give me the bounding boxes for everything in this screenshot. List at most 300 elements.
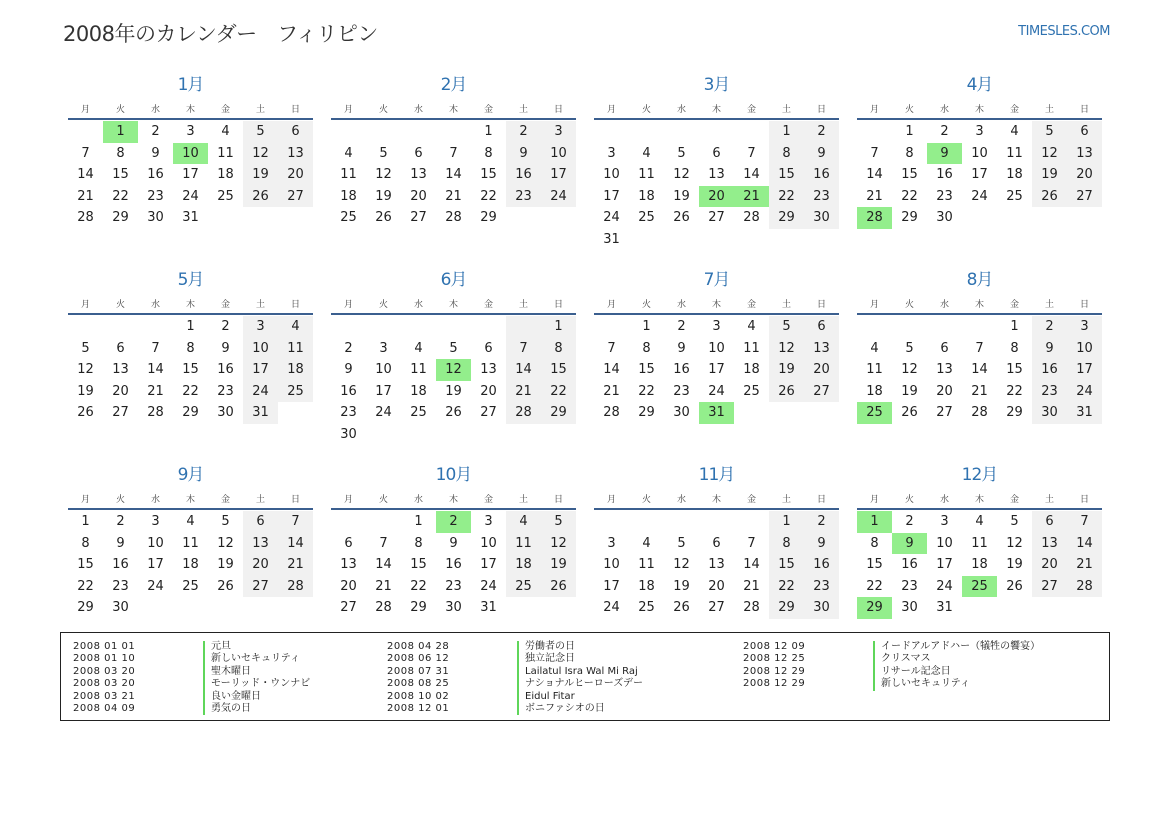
day-cell[interactable]: 3 [541, 121, 576, 143]
day-cell[interactable]: 5 [769, 316, 804, 338]
day-cell[interactable]: 28 [1067, 576, 1102, 598]
day-cell[interactable]: 5 [379, 145, 388, 161]
day-cell[interactable]: 5 [1010, 514, 1019, 529]
day-cell[interactable]: 21 [77, 188, 94, 204]
day-cell[interactable]: 1 [642, 319, 651, 334]
day-cell[interactable]: 29 [77, 600, 94, 616]
day-cell[interactable]: 25 [410, 405, 427, 421]
day-cell[interactable]: 4 [642, 535, 651, 551]
day-cell[interactable]: 5 [449, 340, 458, 356]
day-cell[interactable]: 16 [445, 557, 462, 573]
day-cell[interactable]: 9 [116, 535, 125, 551]
day-cell[interactable]: 14 [1067, 533, 1102, 555]
day-cell[interactable]: 5 [243, 121, 278, 143]
day-cell[interactable]: 17 [708, 362, 725, 378]
day-cell[interactable]: 22 [480, 188, 497, 204]
day-cell[interactable]: 17 [147, 557, 164, 573]
day-cell[interactable]: 5 [905, 340, 914, 356]
day-cell[interactable]: 11 [506, 533, 541, 555]
day-cell[interactable]: 30 [340, 426, 357, 442]
day-cell[interactable]: 6 [712, 535, 721, 551]
day-cell[interactable]: 19 [673, 578, 690, 594]
day-cell[interactable]: 18 [217, 167, 234, 183]
day-cell[interactable]: 12 [901, 362, 918, 378]
day-cell[interactable]: 11 [1006, 145, 1023, 161]
day-cell[interactable]: 27 [708, 210, 725, 226]
day-cell[interactable]: 16 [217, 362, 234, 378]
day-cell[interactable]: 24 [182, 188, 199, 204]
day-cell[interactable]: 11 [971, 535, 988, 551]
day-cell[interactable]: 25 [638, 600, 655, 616]
day-cell[interactable]: 4 [221, 124, 230, 139]
day-cell[interactable]: 29 [638, 405, 655, 421]
day-cell[interactable]: 15 [866, 557, 883, 573]
day-cell[interactable]: 17 [480, 557, 497, 573]
day-cell[interactable]: 11 [217, 145, 234, 161]
day-cell[interactable]: 26 [673, 210, 690, 226]
day-cell[interactable]: 19 [1032, 164, 1067, 186]
day-cell[interactable]: 28 [506, 402, 541, 424]
day-cell[interactable]: 21 [866, 188, 883, 204]
day-cell[interactable]: 29 [901, 210, 918, 226]
day-cell[interactable]: 1 [186, 319, 195, 334]
day-cell[interactable]: 23 [936, 188, 953, 204]
day-cell[interactable]: 29 [769, 207, 804, 229]
day-cell[interactable]: 30 [804, 597, 839, 619]
day-cell[interactable]: 10 [708, 340, 725, 356]
day-cell[interactable]: 27 [340, 600, 357, 616]
day-cell[interactable]: 9 [151, 145, 160, 161]
day-cell[interactable]: 21 [375, 578, 392, 594]
day-cell[interactable]: 15 [1006, 362, 1023, 378]
day-cell[interactable]: 6 [1067, 121, 1102, 143]
day-cell[interactable]: 22 [866, 578, 883, 594]
day-cell[interactable]: 5 [81, 340, 90, 356]
day-cell[interactable]: 8 [905, 145, 914, 161]
day-cell[interactable]: 21 [603, 383, 620, 399]
day-cell[interactable]: 3 [607, 145, 616, 161]
day-cell[interactable]: 4 [975, 514, 984, 529]
day-cell[interactable]: 17 [375, 383, 392, 399]
day-cell[interactable]: 12 [1032, 143, 1067, 165]
day-cell[interactable]: 13 [480, 362, 497, 378]
day-cell[interactable]: 17 [243, 359, 278, 381]
day-cell[interactable]: 19 [217, 557, 234, 573]
site-link[interactable]: TIMESLES.COM [1018, 24, 1110, 39]
day-cell[interactable]: 2 [344, 340, 353, 356]
day-cell[interactable]: 12 [243, 143, 278, 165]
day-cell[interactable]: 5 [541, 511, 576, 533]
day-cell[interactable]: 10 [603, 557, 620, 573]
day-cell[interactable]: 31 [182, 210, 199, 226]
day-cell[interactable]: 9 [927, 143, 962, 165]
day-cell[interactable]: 10 [375, 362, 392, 378]
day-cell[interactable]: 22 [182, 383, 199, 399]
day-cell[interactable]: 16 [901, 557, 918, 573]
day-cell[interactable]: 2 [221, 319, 230, 334]
day-cell[interactable]: 22 [541, 381, 576, 403]
day-cell[interactable]: 7 [278, 511, 313, 533]
day-cell[interactable]: 30 [217, 405, 234, 421]
day-cell[interactable]: 11 [278, 338, 313, 360]
day-cell[interactable]: 4 [344, 145, 353, 161]
day-cell[interactable]: 3 [151, 514, 160, 529]
day-cell[interactable]: 15 [901, 167, 918, 183]
day-cell[interactable]: 25 [182, 578, 199, 594]
day-cell[interactable]: 16 [936, 167, 953, 183]
day-cell[interactable]: 28 [77, 210, 94, 226]
day-cell[interactable]: 31 [1067, 402, 1102, 424]
day-cell[interactable]: 12 [77, 362, 94, 378]
day-cell[interactable]: 27 [936, 405, 953, 421]
day-cell[interactable]: 7 [506, 338, 541, 360]
day-cell[interactable]: 9 [804, 533, 839, 555]
day-cell[interactable]: 12 [673, 167, 690, 183]
day-cell[interactable]: 26 [77, 405, 94, 421]
day-cell[interactable]: 23 [217, 383, 234, 399]
day-cell[interactable]: 29 [410, 600, 427, 616]
day-cell[interactable]: 12 [375, 167, 392, 183]
day-cell[interactable]: 6 [484, 340, 493, 356]
day-cell[interactable]: 26 [1006, 578, 1023, 594]
day-cell[interactable]: 13 [708, 167, 725, 183]
day-cell[interactable]: 3 [940, 514, 949, 529]
day-cell[interactable]: 18 [340, 188, 357, 204]
day-cell[interactable]: 2 [804, 121, 839, 143]
day-cell[interactable]: 24 [936, 578, 953, 594]
day-cell[interactable]: 11 [866, 362, 883, 378]
day-cell[interactable]: 4 [747, 319, 756, 334]
day-cell[interactable]: 11 [638, 557, 655, 573]
day-cell[interactable]: 17 [936, 557, 953, 573]
day-cell[interactable]: 6 [940, 340, 949, 356]
day-cell[interactable]: 25 [340, 210, 357, 226]
day-cell[interactable]: 26 [243, 186, 278, 208]
day-cell[interactable]: 13 [410, 167, 427, 183]
day-cell[interactable]: 16 [804, 164, 839, 186]
day-cell[interactable]: 27 [243, 576, 278, 598]
day-cell[interactable]: 26 [375, 210, 392, 226]
day-cell[interactable]: 4 [506, 511, 541, 533]
day-cell[interactable]: 9 [1032, 338, 1067, 360]
day-cell[interactable]: 24 [971, 188, 988, 204]
day-cell[interactable]: 9 [804, 143, 839, 165]
day-cell[interactable]: 21 [147, 383, 164, 399]
day-cell[interactable]: 26 [769, 381, 804, 403]
day-cell[interactable]: 22 [769, 576, 804, 598]
day-cell[interactable]: 25 [743, 383, 760, 399]
day-cell[interactable]: 8 [642, 340, 651, 356]
day-cell[interactable]: 27 [708, 600, 725, 616]
day-cell[interactable]: 24 [708, 383, 725, 399]
day-cell[interactable]: 25 [506, 576, 541, 598]
day-cell[interactable]: 6 [243, 511, 278, 533]
day-cell[interactable]: 10 [936, 535, 953, 551]
day-cell[interactable]: 4 [1010, 124, 1019, 139]
day-cell[interactable]: 15 [541, 359, 576, 381]
day-cell[interactable]: 20 [112, 383, 129, 399]
day-cell[interactable]: 8 [541, 338, 576, 360]
day-cell[interactable]: 7 [747, 535, 756, 551]
day-cell[interactable]: 28 [743, 600, 760, 616]
day-cell[interactable]: 28 [857, 207, 892, 229]
day-cell[interactable]: 19 [445, 383, 462, 399]
day-cell[interactable]: 23 [901, 578, 918, 594]
day-cell[interactable]: 27 [112, 405, 129, 421]
day-cell[interactable]: 26 [901, 405, 918, 421]
day-cell[interactable]: 6 [278, 121, 313, 143]
day-cell[interactable]: 30 [445, 600, 462, 616]
day-cell[interactable]: 15 [182, 362, 199, 378]
day-cell[interactable]: 12 [436, 359, 471, 381]
day-cell[interactable]: 5 [221, 514, 230, 529]
day-cell[interactable]: 22 [112, 188, 129, 204]
day-cell[interactable]: 15 [410, 557, 427, 573]
day-cell[interactable]: 31 [603, 231, 620, 247]
day-cell[interactable]: 8 [484, 145, 493, 161]
day-cell[interactable]: 22 [1006, 383, 1023, 399]
day-cell[interactable]: 8 [769, 533, 804, 555]
day-cell[interactable]: 18 [971, 557, 988, 573]
day-cell[interactable]: 7 [449, 145, 458, 161]
day-cell[interactable]: 1 [905, 124, 914, 139]
day-cell[interactable]: 1 [414, 514, 423, 529]
day-cell[interactable]: 25 [1006, 188, 1023, 204]
day-cell[interactable]: 8 [116, 145, 125, 161]
day-cell[interactable]: 17 [971, 167, 988, 183]
day-cell[interactable]: 29 [541, 402, 576, 424]
day-cell[interactable]: 12 [769, 338, 804, 360]
day-cell[interactable]: 6 [116, 340, 125, 356]
day-cell[interactable]: 3 [607, 535, 616, 551]
day-cell[interactable]: 6 [712, 145, 721, 161]
day-cell[interactable]: 20 [278, 164, 313, 186]
day-cell[interactable]: 10 [603, 167, 620, 183]
day-cell[interactable]: 13 [708, 557, 725, 573]
day-cell[interactable]: 1 [103, 121, 138, 143]
day-cell[interactable]: 6 [414, 145, 423, 161]
day-cell[interactable]: 23 [673, 383, 690, 399]
day-cell[interactable]: 14 [506, 359, 541, 381]
day-cell[interactable]: 15 [77, 557, 94, 573]
day-cell[interactable]: 26 [673, 600, 690, 616]
day-cell[interactable]: 11 [340, 167, 357, 183]
day-cell[interactable]: 1 [1010, 319, 1019, 334]
day-cell[interactable]: 15 [638, 362, 655, 378]
day-cell[interactable]: 30 [147, 210, 164, 226]
day-cell[interactable]: 6 [804, 316, 839, 338]
day-cell[interactable]: 1 [541, 316, 576, 338]
day-cell[interactable]: 22 [410, 578, 427, 594]
day-cell[interactable]: 1 [484, 124, 493, 139]
day-cell[interactable]: 9 [677, 340, 686, 356]
day-cell[interactable]: 13 [340, 557, 357, 573]
day-cell[interactable]: 4 [414, 340, 423, 356]
day-cell[interactable]: 27 [804, 381, 839, 403]
day-cell[interactable]: 1 [81, 514, 90, 529]
day-cell[interactable]: 29 [857, 597, 892, 619]
day-cell[interactable]: 17 [182, 167, 199, 183]
day-cell[interactable]: 2 [940, 124, 949, 139]
day-cell[interactable]: 19 [541, 554, 576, 576]
day-cell[interactable]: 10 [147, 535, 164, 551]
day-cell[interactable]: 3 [712, 319, 721, 334]
day-cell[interactable]: 19 [769, 359, 804, 381]
day-cell[interactable]: 3 [975, 124, 984, 139]
day-cell[interactable]: 21 [743, 578, 760, 594]
day-cell[interactable]: 31 [936, 600, 953, 616]
day-cell[interactable]: 1 [769, 511, 804, 533]
day-cell[interactable]: 10 [243, 338, 278, 360]
day-cell[interactable]: 28 [147, 405, 164, 421]
day-cell[interactable]: 19 [673, 188, 690, 204]
day-cell[interactable]: 27 [410, 210, 427, 226]
day-cell[interactable]: 6 [1032, 511, 1067, 533]
day-cell[interactable]: 7 [81, 145, 90, 161]
day-cell[interactable]: 21 [734, 186, 769, 208]
day-cell[interactable]: 25 [962, 576, 997, 598]
day-cell[interactable]: 24 [541, 186, 576, 208]
day-cell[interactable]: 18 [410, 383, 427, 399]
day-cell[interactable]: 21 [1067, 554, 1102, 576]
day-cell[interactable]: 21 [971, 383, 988, 399]
day-cell[interactable]: 3 [243, 316, 278, 338]
day-cell[interactable]: 20 [708, 578, 725, 594]
day-cell[interactable]: 18 [638, 578, 655, 594]
day-cell[interactable]: 8 [769, 143, 804, 165]
day-cell[interactable]: 22 [77, 578, 94, 594]
day-cell[interactable]: 26 [541, 576, 576, 598]
day-cell[interactable]: 19 [243, 164, 278, 186]
day-cell[interactable]: 7 [870, 145, 879, 161]
day-cell[interactable]: 20 [699, 186, 734, 208]
day-cell[interactable]: 14 [603, 362, 620, 378]
day-cell[interactable]: 27 [278, 186, 313, 208]
day-cell[interactable]: 28 [603, 405, 620, 421]
day-cell[interactable]: 20 [340, 578, 357, 594]
day-cell[interactable]: 24 [243, 381, 278, 403]
day-cell[interactable]: 20 [804, 359, 839, 381]
day-cell[interactable]: 6 [344, 535, 353, 551]
day-cell[interactable]: 7 [607, 340, 616, 356]
day-cell[interactable]: 3 [379, 340, 388, 356]
day-cell[interactable]: 31 [243, 402, 278, 424]
day-cell[interactable]: 12 [541, 533, 576, 555]
day-cell[interactable]: 23 [804, 186, 839, 208]
day-cell[interactable]: 13 [936, 362, 953, 378]
day-cell[interactable]: 23 [804, 576, 839, 598]
day-cell[interactable]: 2 [804, 511, 839, 533]
day-cell[interactable]: 28 [971, 405, 988, 421]
day-cell[interactable]: 2 [1032, 316, 1067, 338]
day-cell[interactable]: 17 [1067, 359, 1102, 381]
day-cell[interactable]: 24 [480, 578, 497, 594]
day-cell[interactable]: 17 [603, 188, 620, 204]
day-cell[interactable]: 20 [243, 554, 278, 576]
day-cell[interactable]: 13 [1032, 533, 1067, 555]
day-cell[interactable]: 7 [747, 145, 756, 161]
day-cell[interactable]: 1 [769, 121, 804, 143]
day-cell[interactable]: 2 [436, 511, 471, 533]
day-cell[interactable]: 4 [870, 340, 879, 356]
day-cell[interactable]: 3 [484, 514, 493, 529]
day-cell[interactable]: 14 [278, 533, 313, 555]
day-cell[interactable]: 23 [1032, 381, 1067, 403]
day-cell[interactable]: 20 [1032, 554, 1067, 576]
day-cell[interactable]: 16 [804, 554, 839, 576]
day-cell[interactable]: 31 [699, 402, 734, 424]
day-cell[interactable]: 19 [1006, 557, 1023, 573]
day-cell[interactable]: 8 [81, 535, 90, 551]
day-cell[interactable]: 16 [506, 164, 541, 186]
day-cell[interactable]: 18 [506, 554, 541, 576]
day-cell[interactable]: 26 [445, 405, 462, 421]
day-cell[interactable]: 13 [278, 143, 313, 165]
day-cell[interactable]: 8 [414, 535, 423, 551]
day-cell[interactable]: 24 [147, 578, 164, 594]
day-cell[interactable]: 14 [866, 167, 883, 183]
day-cell[interactable]: 12 [217, 535, 234, 551]
day-cell[interactable]: 20 [410, 188, 427, 204]
day-cell[interactable]: 27 [1032, 576, 1067, 598]
day-cell[interactable]: 29 [1006, 405, 1023, 421]
day-cell[interactable]: 10 [1067, 338, 1102, 360]
day-cell[interactable]: 7 [975, 340, 984, 356]
day-cell[interactable]: 29 [769, 597, 804, 619]
day-cell[interactable]: 13 [112, 362, 129, 378]
day-cell[interactable]: 23 [112, 578, 129, 594]
day-cell[interactable]: 18 [278, 359, 313, 381]
day-cell[interactable]: 22 [769, 186, 804, 208]
day-cell[interactable]: 29 [112, 210, 129, 226]
day-cell[interactable]: 16 [147, 167, 164, 183]
day-cell[interactable]: 30 [1032, 402, 1067, 424]
day-cell[interactable]: 16 [340, 383, 357, 399]
day-cell[interactable]: 25 [638, 210, 655, 226]
day-cell[interactable]: 4 [642, 145, 651, 161]
day-cell[interactable]: 21 [445, 188, 462, 204]
day-cell[interactable]: 30 [804, 207, 839, 229]
day-cell[interactable]: 14 [375, 557, 392, 573]
day-cell[interactable]: 16 [112, 557, 129, 573]
day-cell[interactable]: 20 [1067, 164, 1102, 186]
day-cell[interactable]: 20 [480, 383, 497, 399]
day-cell[interactable]: 15 [480, 167, 497, 183]
day-cell[interactable]: 25 [857, 402, 892, 424]
day-cell[interactable]: 3 [186, 124, 195, 139]
day-cell[interactable]: 14 [445, 167, 462, 183]
day-cell[interactable]: 9 [221, 340, 230, 356]
day-cell[interactable]: 10 [541, 143, 576, 165]
day-cell[interactable]: 25 [278, 381, 313, 403]
day-cell[interactable]: 28 [445, 210, 462, 226]
day-cell[interactable]: 20 [936, 383, 953, 399]
day-cell[interactable]: 29 [182, 405, 199, 421]
day-cell[interactable]: 26 [1032, 186, 1067, 208]
day-cell[interactable]: 15 [112, 167, 129, 183]
day-cell[interactable]: 14 [147, 362, 164, 378]
day-cell[interactable]: 18 [1006, 167, 1023, 183]
day-cell[interactable]: 23 [147, 188, 164, 204]
day-cell[interactable]: 10 [480, 535, 497, 551]
day-cell[interactable]: 23 [445, 578, 462, 594]
day-cell[interactable]: 14 [743, 167, 760, 183]
day-cell[interactable]: 13 [243, 533, 278, 555]
day-cell[interactable]: 17 [541, 164, 576, 186]
day-cell[interactable]: 14 [77, 167, 94, 183]
day-cell[interactable]: 7 [1067, 511, 1102, 533]
day-cell[interactable]: 28 [278, 576, 313, 598]
